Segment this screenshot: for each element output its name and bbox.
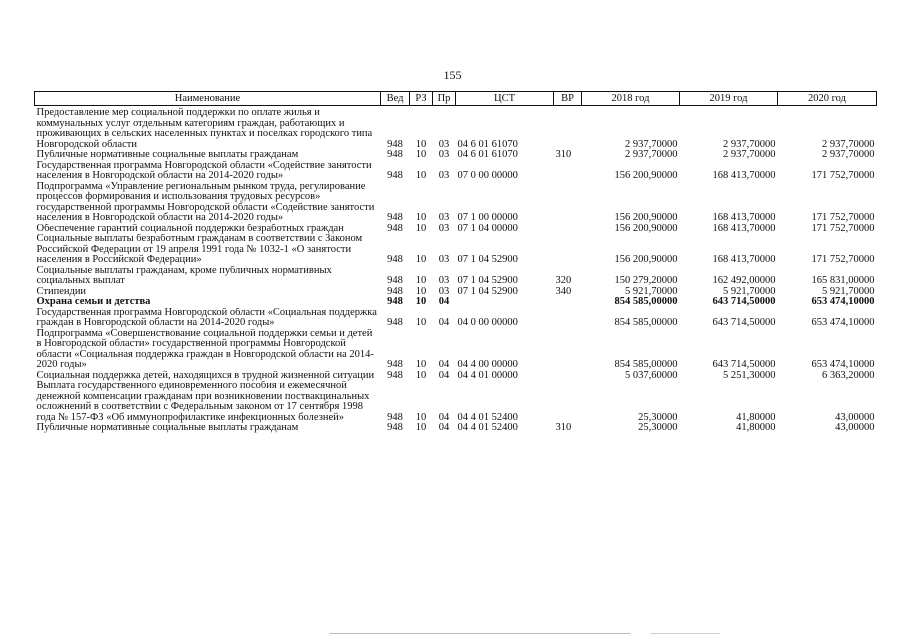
cell-cst: 07 1 04 52900 (457, 254, 518, 265)
cell-rz: 10 (415, 223, 427, 234)
table-body (35, 106, 877, 434)
cell-name: Выплата государственного единовременного пособия и ежемесячной денежной компенсации гражданам при возникновении поствакцинальных осложнений в соответствии с Федеральным законом от 17 сентября 1998 года № 157-ФЗ «Об иммунопрофилактике инфекционных болезней» (36, 381, 370, 423)
table-row (35, 287, 877, 298)
cell-2018: 156 200,90000 (614, 223, 678, 234)
cell-rz: 10 (415, 275, 427, 286)
cell-2018: 854 585,00000 (614, 359, 678, 370)
cell-cst: 04 6 01 61070 (457, 138, 518, 150)
cell-rz: 10 (415, 212, 427, 223)
cell-name: Подпрограмма «Управление региональным рынком труда, регулирование процессов формирования и использования трудовых ресурсов» государственной программы Новгородской области «Содействие занятости населения в Новгородской области на 2014-2020 годы» (36, 181, 375, 223)
cell-ved: 948 (387, 275, 403, 286)
cell-vr (554, 182, 582, 224)
cell-2020: 5 921,70000 (822, 286, 875, 297)
cell-2020: 2 937,70000 (822, 150, 875, 160)
cell-pr: 03 (438, 254, 450, 265)
cell-rz: 10 (415, 138, 427, 150)
cell-cst: 04 0 00 00000 (457, 317, 518, 328)
cell-name: Государственная программа Новгородской области «Содействие занятости населения в Новгородской области на 2014-2020 годы» (36, 160, 372, 181)
scan-artifact-line (650, 633, 720, 634)
cell-cst: 04 4 01 52400 (457, 411, 518, 423)
cell-pr: 04 (438, 423, 450, 433)
cell-2020: 171 752,70000 (811, 212, 875, 223)
cell-pr: 03 (438, 138, 450, 150)
table-row (35, 371, 877, 382)
cell-cst: 07 1 04 52900 (457, 286, 518, 297)
cell-ved: 948 (387, 170, 403, 181)
cell-2019: 5 921,70000 (723, 286, 776, 297)
table-row (35, 381, 877, 423)
cell-ved: 948 (387, 370, 403, 381)
cell-cst: 07 1 00 00000 (457, 212, 518, 223)
cell-2018: 5 921,70000 (625, 286, 678, 297)
cell-rz: 10 (415, 286, 427, 297)
cell-2019: 168 413,70000 (712, 212, 776, 223)
cell-ved: 948 (387, 286, 403, 297)
cell-name: Социальные выплаты безработным гражданам в соответствии с Законом Российской Федерации от 19 апреля 1991 года № 1032-1 «О занятости населения в Российской Федерации» (36, 234, 363, 265)
cell-ved: 948 (387, 423, 403, 433)
cell-vr (554, 224, 582, 235)
cell-2020: 43,00000 (835, 423, 875, 433)
cell-vr: 340 (555, 286, 572, 297)
cell-ved: 948 (387, 223, 403, 234)
cell-rz: 10 (415, 370, 427, 381)
cell-rz: 10 (415, 317, 427, 328)
cell-2018: 156 200,90000 (614, 170, 678, 181)
cell-rz: 10 (415, 150, 427, 160)
cell-name: Государственная программа Новгородской области «Социальная поддержка граждан в Новгородской области на 2014-2020 годы» (36, 307, 377, 328)
cell-ved: 948 (387, 359, 403, 370)
cell-2018: 156 200,90000 (614, 254, 678, 265)
cell-2019: 41,80000 (736, 411, 776, 423)
cell-pr: 03 (438, 286, 450, 297)
cell-2019: 5 251,30000 (723, 370, 776, 381)
cell-name: Предоставление мер социальной поддержки по оплате жилья и коммунальных услуг отдельным категориям граждан, работающих и проживающих в сельских населенных пунктах и поселках городского типа Новгородской области (36, 107, 373, 150)
cell-name: Охрана семьи и детства (36, 297, 151, 307)
cell-ved: 948 (387, 150, 403, 160)
table-row (35, 106, 877, 151)
header-cst: ЦСТ (456, 92, 554, 106)
cell-2020: 165 831,00000 (811, 275, 875, 286)
cell-2020: 171 752,70000 (811, 254, 875, 265)
cell-vr (554, 371, 582, 382)
cell-cst: 04 6 01 61070 (457, 150, 518, 160)
cell-rz: 10 (415, 297, 427, 307)
cell-pr: 04 (438, 297, 450, 307)
cell-name: Обеспечение гарантий социальной поддержки безработных граждан (36, 223, 344, 234)
cell-rz: 10 (415, 359, 427, 370)
cell-2019: 168 413,70000 (712, 170, 776, 181)
cell-name: Социальные выплаты гражданам, кроме публичных нормативных социальных выплат (36, 265, 332, 286)
table-row (35, 224, 877, 235)
header-2019: 2019 год (680, 92, 778, 106)
cell-2020: 171 752,70000 (811, 170, 875, 181)
table-row (35, 297, 877, 308)
cell-cst: 04 4 01 52400 (457, 423, 518, 433)
cell-ved: 948 (387, 212, 403, 223)
cell-vr (554, 329, 582, 371)
table-row (35, 308, 877, 329)
cell-rz: 10 (415, 423, 427, 433)
cell-cst: 04 4 00 00000 (457, 359, 518, 370)
cell-2018: 156 200,90000 (614, 212, 678, 223)
cell-2019: 41,80000 (736, 423, 776, 433)
cell-pr: 03 (438, 170, 450, 181)
table-header (35, 92, 877, 106)
cell-ved: 948 (387, 138, 403, 150)
cell-name: Публичные нормативные социальные выплаты гражданам (36, 423, 299, 433)
cell-vr (554, 161, 582, 182)
scan-artifact-line (330, 633, 630, 634)
cell-2019: 168 413,70000 (712, 223, 776, 234)
cell-2020: 43,00000 (835, 411, 875, 423)
cell-vr: 320 (555, 275, 572, 286)
table-row (35, 150, 877, 161)
header-row (35, 92, 877, 106)
table-row (35, 329, 877, 371)
header-2020: 2020 год (778, 92, 877, 106)
cell-pr: 03 (438, 275, 450, 286)
cell-name: Публичные нормативные социальные выплаты гражданам (36, 150, 299, 160)
cell-rz: 10 (415, 170, 427, 181)
cell-cst: 07 0 00 00000 (457, 170, 518, 181)
cell-2018: 25,30000 (638, 411, 678, 423)
cell-ved: 948 (387, 317, 403, 328)
cell-pr: 04 (438, 359, 450, 370)
cell-2019: 643 714,50000 (712, 359, 776, 370)
table-row (35, 266, 877, 287)
cell-cst: 04 4 01 00000 (457, 370, 518, 381)
cell-vr (554, 106, 582, 151)
cell-vr: 310 (555, 150, 572, 160)
cell-ved: 948 (387, 297, 403, 307)
cell-vr: 310 (555, 423, 572, 433)
cell-ved: 948 (387, 254, 403, 265)
cell-2019: 162 492,00000 (712, 275, 776, 286)
cell-2019: 2 937,70000 (723, 138, 776, 150)
table-row (35, 423, 877, 434)
cell-pr: 03 (438, 223, 450, 234)
cell-rz: 10 (415, 254, 427, 265)
cell-2018: 2 937,70000 (625, 150, 678, 160)
cell-pr: 03 (438, 212, 450, 223)
page-number: 155 (443, 68, 462, 82)
header-2018: 2018 год (582, 92, 680, 106)
budget-table (34, 91, 877, 434)
cell-2019: 168 413,70000 (712, 254, 776, 265)
cell-2018: 2 937,70000 (625, 138, 678, 150)
cell-vr (554, 381, 582, 423)
cell-name: Социальная поддержка детей, находящихся в трудной жизненной ситуации (36, 370, 375, 381)
cell-2018: 854 585,00000 (614, 297, 678, 307)
header-rz: РЗ (410, 92, 433, 106)
cell-2018: 150 279,20000 (614, 275, 678, 286)
cell-2018: 5 037,60000 (625, 370, 678, 381)
cell-rz: 10 (415, 411, 427, 423)
cell-pr: 04 (438, 370, 450, 381)
header-pr: Пр (433, 92, 456, 106)
cell-2018: 854 585,00000 (614, 317, 678, 328)
cell-cst: 07 1 04 52900 (457, 275, 518, 286)
cell-2020: 6 363,20000 (822, 370, 875, 381)
cell-ved: 948 (387, 411, 403, 423)
cell-2019: 643 714,50000 (712, 317, 776, 328)
cell-2019: 2 937,70000 (723, 150, 776, 160)
cell-2020: 653 474,10000 (811, 317, 875, 328)
header-ved: Вед (381, 92, 410, 106)
table-row (35, 182, 877, 224)
cell-cst: 07 1 04 00000 (457, 223, 518, 234)
table-row (35, 234, 877, 266)
cell-pr: 04 (438, 317, 450, 328)
cell-name: Стипендии (36, 286, 87, 297)
cell-2018: 25,30000 (638, 423, 678, 433)
cell-pr: 04 (438, 411, 450, 423)
cell-2019: 643 714,50000 (712, 297, 776, 307)
table-row (35, 161, 877, 182)
cell-2020: 171 752,70000 (811, 223, 875, 234)
cell-2020: 2 937,70000 (822, 138, 875, 150)
cell-2020: 653 474,10000 (811, 297, 875, 307)
cell-2020: 653 474,10000 (811, 359, 875, 370)
cell-vr (554, 297, 582, 308)
cell-name: Подпрограмма «Совершенствование социальной поддержки семьи и детей в Новгородской области» государственной программы Новгородской области «Социальная поддержка граждан в Новгородской области на 2014-2020 годы» (36, 328, 374, 370)
header-vr: ВР (554, 92, 582, 106)
cell-cst (456, 297, 554, 308)
header-name: Наименование (35, 92, 381, 106)
cell-vr (554, 308, 582, 329)
cell-vr (554, 234, 582, 266)
cell-pr: 03 (438, 150, 450, 160)
